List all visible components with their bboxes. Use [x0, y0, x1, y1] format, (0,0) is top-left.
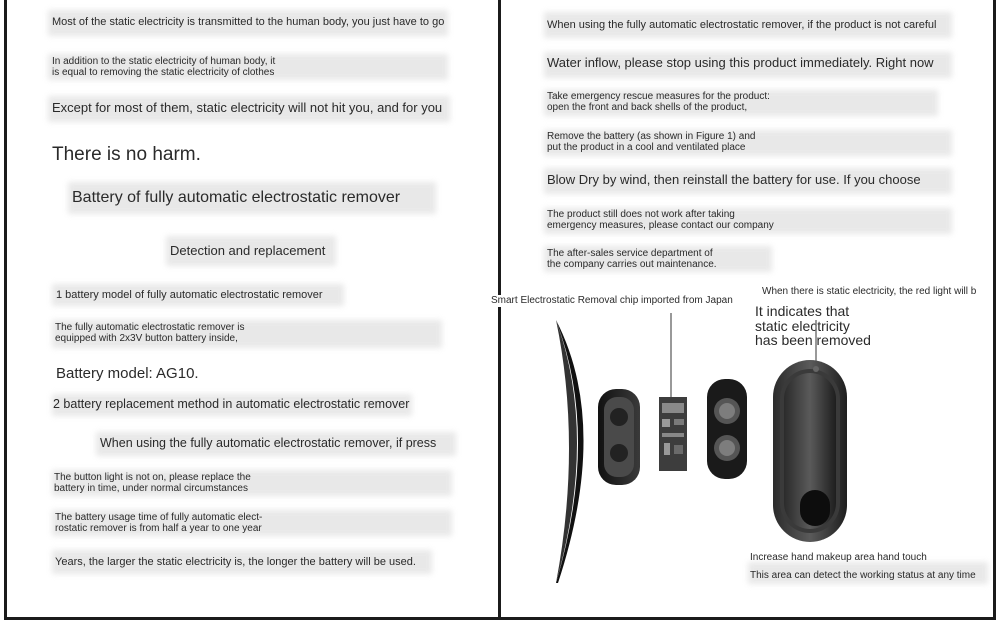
- paragraph-line: Water inflow, please stop using this product immediately. Right now: [547, 55, 934, 70]
- paragraph-line: open the front and back shells of the product,: [547, 102, 748, 113]
- paragraph-line: When using the fully automatic electrostatic remover, if the product is not careful: [547, 19, 937, 31]
- paragraph-line: Except for most of them, static electricity will not hit you, and for you: [52, 100, 443, 115]
- paragraph-line: put the product in a cool and ventilated place: [547, 142, 746, 153]
- indicator-line: static electricity: [755, 317, 850, 334]
- circuit-board-part: [659, 397, 687, 471]
- paragraph-line: Most of the static electricity is transmitted to the human body, you just have to go: [52, 16, 445, 28]
- paragraph-block: [547, 131, 755, 153]
- paragraph-line: Blow Dry by wind, then reinstall the battery for use. If you choose: [547, 172, 921, 187]
- indicator-line: has been removed: [755, 332, 871, 349]
- paragraph-line: battery in time, under normal circumstances: [54, 483, 248, 494]
- section-title: 2 battery replacement method in automatic electrostatic remover: [53, 397, 410, 411]
- back-shell-part: [556, 320, 584, 583]
- paragraph-block: [547, 91, 770, 113]
- paragraph-line: The after-sales service department of: [547, 248, 713, 259]
- battery-holder-part: [707, 379, 747, 479]
- paragraph-line: rostatic remover is from half a year to one year: [55, 523, 262, 534]
- touch-label: Increase hand makeup area hand touch: [750, 552, 927, 563]
- paragraph-line: In addition to the static electricity of human body, it: [52, 56, 276, 67]
- paragraph-line: Years, the larger the static electricity is, the longer the battery will be used.: [55, 556, 416, 568]
- red-light-label: When there is static electricity, the red light will b: [762, 286, 977, 297]
- indicator-line: It indicates that: [755, 303, 850, 319]
- assembled-device: [773, 360, 847, 542]
- touch-label: This area can detect the working status at any time: [750, 570, 976, 581]
- paragraph-line: [52, 56, 275, 78]
- paragraph-block: [55, 512, 262, 534]
- paragraph-line: The fully automatic electrostatic remover is: [55, 322, 245, 333]
- paragraph-line: is equal to removing the static electricity of clothes: [52, 67, 275, 78]
- paragraph-line: When using the fully automatic electrostatic remover, if press: [100, 436, 437, 450]
- paragraph-block: [54, 472, 251, 494]
- paragraph-line: Take emergency rescue measures for the product:: [547, 91, 770, 102]
- section-subheading: Detection and replacement: [170, 243, 326, 258]
- battery-model: Battery model: AG10.: [56, 365, 199, 382]
- paragraph-line: emergency measures, please contact our company: [547, 220, 774, 231]
- section-title: 1 battery model of fully automatic electrostatic remover: [56, 289, 323, 301]
- paragraph-line: Remove the battery (as shown in Figure 1) and: [547, 131, 756, 142]
- paragraph-line: the company carries out maintenance.: [547, 259, 717, 270]
- paragraph-block: [547, 209, 774, 231]
- paragraph-block: [55, 322, 245, 344]
- product-exploded-view: [500, 285, 860, 590]
- paragraph-line: The button light is not on, please replace the: [54, 472, 251, 483]
- chip-label: Smart Electrostatic Removal chip imported from Japan: [491, 295, 733, 306]
- paragraph-block: [547, 248, 717, 270]
- paragraph-line: There is no harm.: [52, 144, 201, 165]
- section-heading: Battery of fully automatic electrostatic remover: [72, 189, 401, 206]
- paragraph-line: The product still does not work after taking: [547, 209, 735, 220]
- paragraph-line: The battery usage time of fully automatic elect-: [55, 512, 263, 523]
- front-shell-part: [598, 389, 640, 485]
- paragraph-line: equipped with 2x3V button battery inside,: [55, 333, 238, 344]
